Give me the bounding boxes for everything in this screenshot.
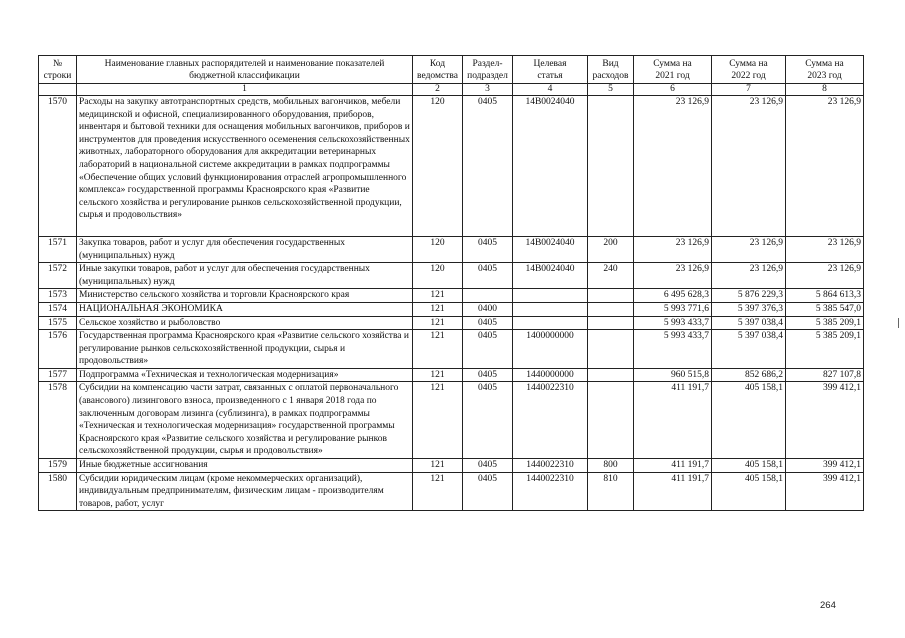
row-section: 0405 [463,472,513,511]
header-section [463,56,513,84]
row-number: 1578 [39,382,77,459]
row-sum-2021: 6 495 628,3 [634,289,712,303]
header-text: Сумма на [729,58,768,69]
row-name: Иные закупки товаров, работ и услуг для обеспечения государственных (муниципальных) нужд [77,263,413,289]
table-row [39,263,864,289]
column-index-row [39,84,864,96]
row-expense-type [588,368,634,382]
table-row [39,472,864,511]
row-name: Субсидии юридическим лицам (кроме некоммерческих организаций), индивидуальным предпринимателям, физическим лицам - производителям товаров, работ, услуг [77,472,413,511]
scan-edge-mark [898,318,899,328]
row-number: 1576 [39,330,77,369]
column-index: 6 [634,84,712,96]
header-target-article [513,56,588,84]
row-section: 0405 [463,330,513,369]
table-row [39,368,864,382]
row-sum-2023: 827 107,8 [786,368,864,382]
row-dept-code: 121 [413,368,463,382]
column-index-empty [39,84,77,96]
row-target-article: 14В0024040 [513,96,588,237]
row-sum-2023: 5 385 547,0 [786,302,864,316]
column-index: 3 [463,84,513,96]
row-section: 0405 [463,459,513,473]
row-sum-2023: 399 412,1 [786,472,864,511]
row-sum-2023: 23 126,9 [786,236,864,262]
row-sum-2021: 960 515,8 [634,368,712,382]
row-target-article [513,316,588,330]
table-row [39,459,864,473]
header-text: Код [429,58,446,69]
column-index: 1 [77,84,413,96]
header-text: Вид [602,58,619,69]
header-text: Сумма на [805,58,844,69]
header-text: Целевая [533,58,567,69]
header-text: № [52,58,63,69]
column-index: 2 [413,84,463,96]
page-number: 264 [820,600,836,611]
row-sum-2022: 405 158,1 [712,472,786,511]
header-name [77,56,413,84]
row-target-article: 1400000000 [513,330,588,369]
row-dept-code: 121 [413,382,463,459]
row-sum-2022: 405 158,1 [712,382,786,459]
row-number: 1573 [39,289,77,303]
row-number: 1579 [39,459,77,473]
row-sum-2021: 411 191,7 [634,382,712,459]
header-text: 2023 год [807,70,842,81]
column-index: 5 [588,84,634,96]
row-dept-code: 121 [413,459,463,473]
budget-table [38,55,864,511]
row-section: 0405 [463,316,513,330]
row-sum-2022: 23 126,9 [712,263,786,289]
table-row [39,330,864,369]
header-text: 2021 год [655,70,690,81]
row-target-article: 14В0024040 [513,236,588,262]
row-name: НАЦИОНАЛЬНАЯ ЭКОНОМИКА [77,302,413,316]
row-target-article [513,302,588,316]
header-text: бюджетной классификации [189,70,300,81]
row-dept-code: 121 [413,330,463,369]
row-section: 0405 [463,368,513,382]
header-text: 2022 год [731,70,766,81]
row-dept-code: 121 [413,472,463,511]
table-row [39,236,864,262]
row-section [463,289,513,303]
header-text: строки [43,70,72,81]
header-text: Сумма на [653,58,692,69]
row-name: Подпрограмма «Техническая и технологическая модернизация» [77,368,413,382]
row-sum-2022: 5 397 038,4 [712,330,786,369]
header-text: Раздел- [472,58,503,69]
row-expense-type [588,330,634,369]
header-dept-code [413,56,463,84]
row-sum-2021: 5 993 433,7 [634,330,712,369]
row-sum-2023: 23 126,9 [786,96,864,237]
row-dept-code: 121 [413,302,463,316]
row-sum-2022: 5 397 038,4 [712,316,786,330]
header-text: Наименование главных распорядителей и наименование показателей [104,58,385,69]
row-dept-code: 120 [413,263,463,289]
row-sum-2023: 5 385 209,1 [786,316,864,330]
row-target-article: 1440022310 [513,472,588,511]
row-dept-code: 121 [413,316,463,330]
row-name: Расходы на закупку автотранспортных средств, мобильных вагончиков, мебели медицинской и офисной, специализированного оборудования, приборов, инвентаря и бытовой техники для оснащения мобильных вагончиков, приборов и инструментов для проведения искусственного осеменения сельскохозяйственных животных, лабораторного оборудования для аккредитации ветеринарных лабораторий в национальной системе аккредитации в рамках подпрограммы «Обеспечение общих условий функционирования отраслей агропромышленного комплекса» государственной программы Красноярского края «Развитие сельского хозяйства и регулирование рынков сельскохозяйственной продукции, сырья и продовольствия» [77,96,413,237]
header-text: подраздел [467,70,508,81]
row-sum-2021: 411 191,7 [634,459,712,473]
row-sum-2022: 5 397 376,3 [712,302,786,316]
table-header-row [39,56,864,84]
table-body [39,96,864,511]
row-number: 1572 [39,263,77,289]
row-sum-2023: 399 412,1 [786,382,864,459]
row-section: 0405 [463,96,513,237]
row-expense-type [588,382,634,459]
row-dept-code: 121 [413,289,463,303]
row-sum-2023: 23 126,9 [786,263,864,289]
header-text: расходов [592,70,629,81]
header-sum-2021 [634,56,712,84]
row-dept-code: 120 [413,96,463,237]
row-target-article [513,289,588,303]
column-index: 4 [513,84,588,96]
row-section: 0405 [463,263,513,289]
row-sum-2021: 5 993 433,7 [634,316,712,330]
row-name: Закупка товаров, работ и услуг для обеспечения государственных (муниципальных) нужд [77,236,413,262]
row-sum-2022: 23 126,9 [712,96,786,237]
header-text: ведомства [417,70,458,81]
header-expense-type [588,56,634,84]
row-sum-2021: 23 126,9 [634,236,712,262]
row-expense-type [588,316,634,330]
row-sum-2023: 399 412,1 [786,459,864,473]
row-target-article: 1440022310 [513,382,588,459]
header-sum-2023 [786,56,864,84]
row-number: 1570 [39,96,77,237]
row-dept-code: 120 [413,236,463,262]
header-sum-2022 [712,56,786,84]
row-sum-2021: 23 126,9 [634,96,712,237]
row-expense-type: 200 [588,236,634,262]
column-index: 8 [786,84,864,96]
row-name: Иные бюджетные ассигнования [77,459,413,473]
row-section: 0405 [463,236,513,262]
row-target-article: 1440022310 [513,459,588,473]
row-target-article: 14В0024040 [513,263,588,289]
row-number: 1577 [39,368,77,382]
row-expense-type [588,96,634,237]
row-sum-2021: 411 191,7 [634,472,712,511]
row-number: 1580 [39,472,77,511]
row-section: 0405 [463,382,513,459]
header-text: статья [537,70,563,81]
row-number: 1571 [39,236,77,262]
table-row [39,316,864,330]
row-number: 1575 [39,316,77,330]
row-sum-2021: 5 993 771,6 [634,302,712,316]
row-expense-type [588,289,634,303]
row-name: Сельское хозяйство и рыболовство [77,316,413,330]
row-sum-2022: 5 876 229,3 [712,289,786,303]
table-row [39,289,864,303]
row-expense-type: 810 [588,472,634,511]
row-name: Министерство сельского хозяйства и торговли Красноярского края [77,289,413,303]
row-section: 0400 [463,302,513,316]
row-number: 1574 [39,302,77,316]
column-index: 7 [712,84,786,96]
row-expense-type [588,302,634,316]
header-row-number [39,56,77,84]
row-sum-2022: 405 158,1 [712,459,786,473]
table-row [39,382,864,459]
row-name: Государственная программа Красноярского края «Развитие сельского хозяйства и регулирование рынков сельскохозяйственной продукции, сырья и продовольствия» [77,330,413,369]
row-sum-2022: 23 126,9 [712,236,786,262]
row-name: Субсидии на компенсацию части затрат, связанных с оплатой первоначального (авансового) лизингового взноса, произведенного с 1 января 2018 года по заключенным договорам лизинга (сублизинга), в рамках подпрограммы «Техническая и технологическая модернизация» государственной программы Красноярского края «Развитие сельского хозяйства и регулирование рынков сельскохозяйственной продукции, сырья и продовольствия» [77,382,413,459]
row-expense-type: 240 [588,263,634,289]
row-target-article: 1440000000 [513,368,588,382]
row-sum-2023: 5 385 209,1 [786,330,864,369]
row-sum-2023: 5 864 613,3 [786,289,864,303]
table-row [39,96,864,237]
row-expense-type: 800 [588,459,634,473]
table-row [39,302,864,316]
row-sum-2021: 23 126,9 [634,263,712,289]
row-sum-2022: 852 686,2 [712,368,786,382]
